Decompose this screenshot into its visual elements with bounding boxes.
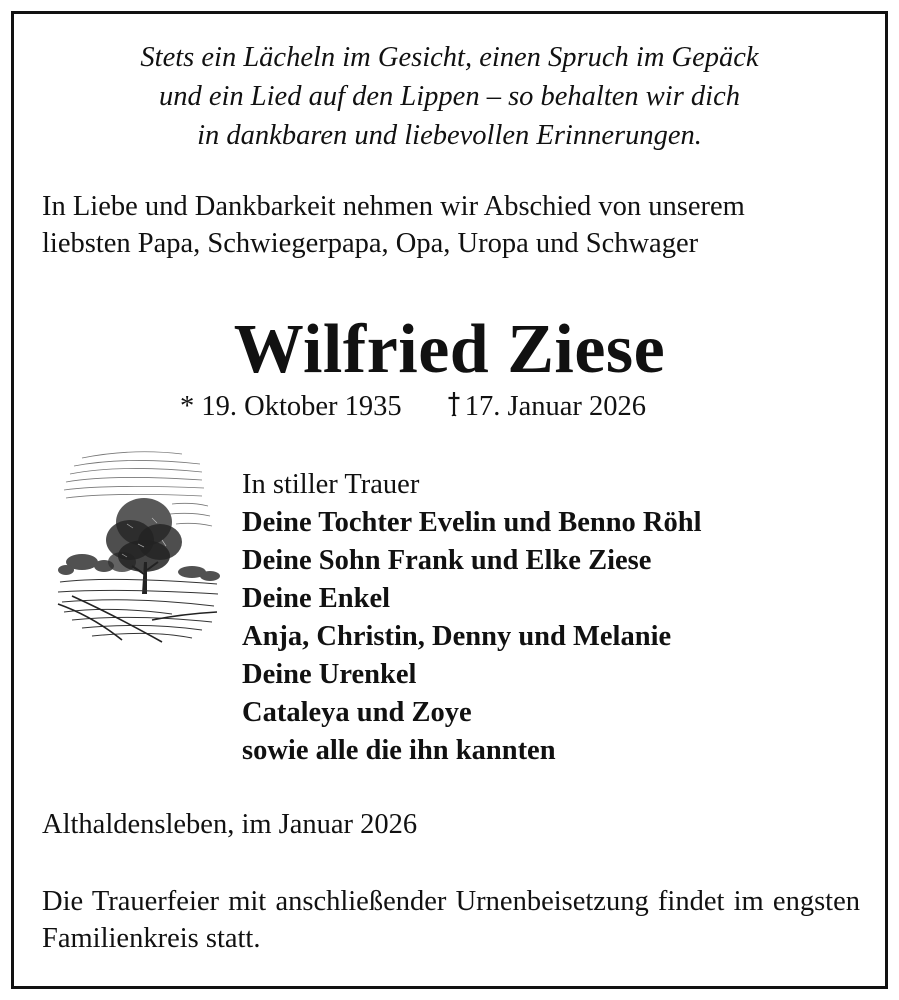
mourner-line: Deine Tochter Evelin und Benno Röhl: [242, 507, 702, 538]
motto-verse: [14, 38, 885, 155]
motto-line: in dankbaren und liebevollen Erinnerungen.: [197, 120, 702, 151]
motto-line: Stets ein Lächeln im Gesicht, einen Spruch im Gepäck: [140, 42, 759, 73]
mourner-line: Cataleya und Zoye: [242, 697, 472, 728]
mourner-line: Anja, Christin, Denny und Melanie: [242, 621, 672, 652]
place-date: Althaldensleben, im Januar 2026: [42, 809, 418, 840]
mourner-line: Deine Sohn Frank und Elke Ziese: [242, 545, 652, 576]
mourners-list: [242, 466, 702, 770]
birth-date: * 19. Oktober 1935: [180, 391, 402, 422]
mourner-line: Deine Enkel: [242, 583, 391, 614]
funeral-note: Die Trauerfeier mit anschließender Urnenbeisetzung findet im engsten Familienkreis statt.: [42, 886, 860, 954]
mourner-line: sowie alle die ihn kannten: [242, 735, 556, 766]
intro-line: In Liebe und Dankbarkeit nehmen wir Abschied von unserem: [42, 191, 745, 222]
life-dates: [180, 389, 646, 427]
motto-line: und ein Lied auf den Lippen – so behalten wir dich: [158, 81, 741, 112]
deceased-name: Wilfried Ziese: [233, 311, 666, 388]
death-date-group: [447, 389, 646, 427]
cross-icon: [447, 391, 461, 427]
mourners-intro: In stiller Trauer: [242, 469, 420, 500]
mourner-line: Deine Urenkel: [242, 659, 417, 690]
death-date: 17. Januar 2026: [464, 391, 647, 422]
intro-line: liebsten Papa, Schwiegerpapa, Opa, Uropa und Schwager: [42, 228, 699, 259]
tree-landscape-icon: [52, 444, 222, 646]
intro-text: [42, 188, 745, 262]
